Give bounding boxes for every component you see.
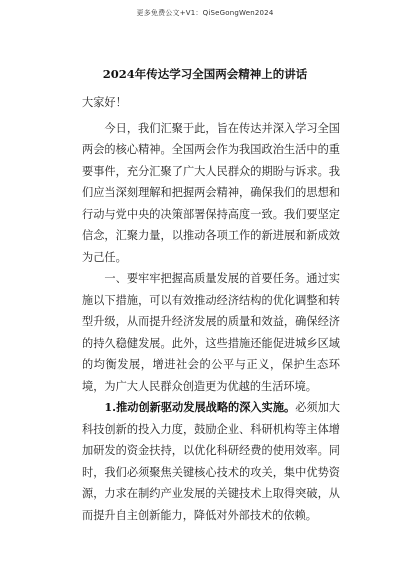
paragraph-intro (82, 118, 340, 269)
paragraph-lead: 1.推动创新驱动发展战略的深入实施。 (104, 400, 296, 414)
paragraph-section-1 (82, 268, 340, 397)
paragraph-subsection-1 (82, 397, 340, 526)
paragraph-text: 一、要牢牢把握高质量发展的首要任务。通过实施以下措施，可以有效推动经济结构的优化调整和转型升级，从而提升经济发展的质量和效益，确保经济的持久稳健发展。此外，这些措施还能促进城乡区域的均衡发展，增进社会的公平与正义，保护生态环境，为广大人民群众创造更为优越的生活环境。 (82, 272, 340, 393)
document-title: 2024年传达学习全国两会精神上的讲话 (102, 67, 308, 81)
paragraph-text: 必须加大科技创新的投入力度，鼓励企业、科研机构等主体增加研发的资金扶持，以优化科研经费的使用效率。同时，我们必须聚焦关键核心技术的攻关，集中优势资源，力求在制约产业发展的关键技术上取得突破，从而提升自主创新能力，降低对外部技术的依赖。 (82, 401, 340, 522)
greeting: 大家好！ (82, 96, 127, 109)
document-body (82, 92, 340, 526)
paragraph-text: 今日，我们汇聚于此，旨在传达并深入学习全国两会的核心精神。全国两会作为我国政治生活中的重要事件，充分汇聚了广大人民群众的期盼与诉求。我们应当深刻理解和把握两会精神，确保我们的思想和行动与党中央的决策部署保持高度一致。我们要坚定信念，汇聚力量，以推动各项工作的新进展和新成效为己任。 (82, 121, 340, 264)
header-note: 更多免费公文+V1：QiSeGongWen2024 (136, 9, 274, 17)
